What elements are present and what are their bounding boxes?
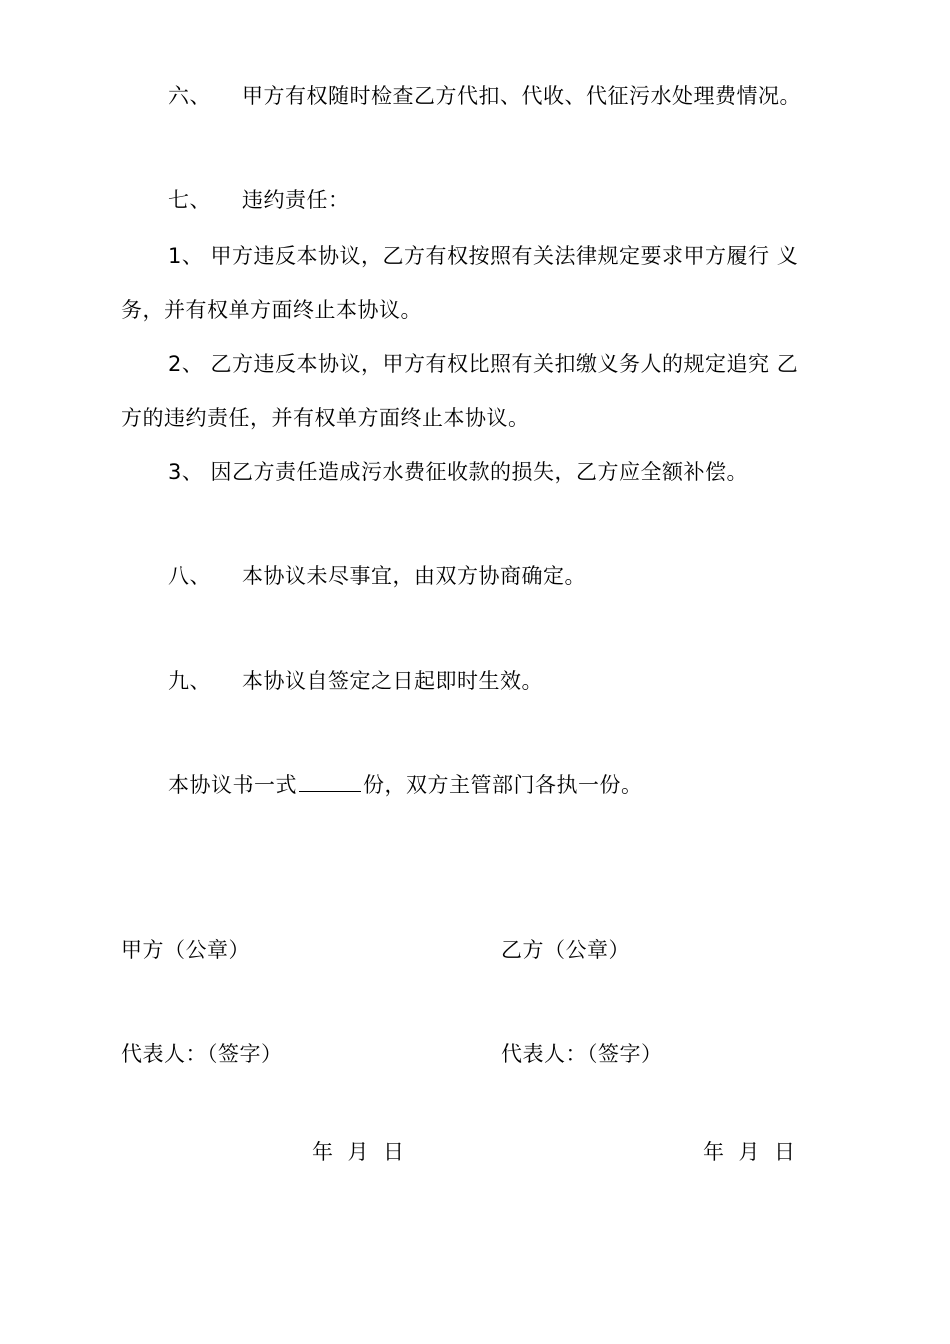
date-year: 年 [703, 1140, 725, 1164]
party-a-date [312, 1138, 419, 1166]
clause-number: 六、 [168, 84, 211, 108]
clause-number: 九、 [168, 669, 211, 693]
party-b-representative: 代表人：（签字） [501, 1042, 663, 1066]
party-b-seal: 乙方（公章） [501, 938, 630, 962]
clause-text: 本协议自签定之日起即时生效。 [242, 669, 543, 693]
date-month: 月 [347, 1140, 369, 1164]
clause-number: 八、 [168, 564, 211, 588]
clause-eight [168, 562, 586, 590]
date-day: 日 [383, 1140, 405, 1164]
clause-text: 违约责任： [242, 188, 350, 212]
date-year: 年 [312, 1140, 334, 1164]
clause-number: 七、 [168, 188, 211, 212]
clause-seven-item-1-line-2: 务，并有权单方面终止本协议。 [121, 298, 422, 322]
party-a-seal: 甲方（公章） [121, 938, 250, 962]
clause-six [168, 82, 801, 110]
clause-seven [168, 186, 350, 214]
date-day: 日 [774, 1140, 796, 1164]
clause-nine [168, 667, 543, 695]
copies-text-after: 份，双方主管部门各执一份。 [363, 773, 643, 797]
clause-seven-item-2-line-2: 方的违约责任，并有权单方面终止本协议。 [121, 406, 530, 430]
date-month: 月 [738, 1140, 760, 1164]
clause-seven-item-1-line-1: 1、 甲方违反本协议，乙方有权按照有关法律规定要求甲方履行 义 [168, 244, 799, 268]
copies-text-before: 本协议书一式 [168, 773, 297, 797]
clause-seven-item-3: 3、 因乙方责任造成污水费征收款的损失，乙方应全额补偿。 [168, 460, 749, 484]
clause-text: 甲方有权随时检查乙方代扣、代收、代征污水处理费情况。 [242, 84, 801, 108]
party-a-representative: 代表人：（签字） [121, 1042, 283, 1066]
copies-statement [168, 771, 643, 799]
party-b-date [703, 1138, 810, 1166]
clause-text: 本协议未尽事宜，由双方协商确定。 [242, 564, 586, 588]
clause-seven-item-2-line-1: 2、 乙方违反本协议，甲方有权比照有关扣缴义务人的规定追究 乙 [168, 352, 799, 376]
copies-blank-field[interactable] [299, 771, 361, 792]
